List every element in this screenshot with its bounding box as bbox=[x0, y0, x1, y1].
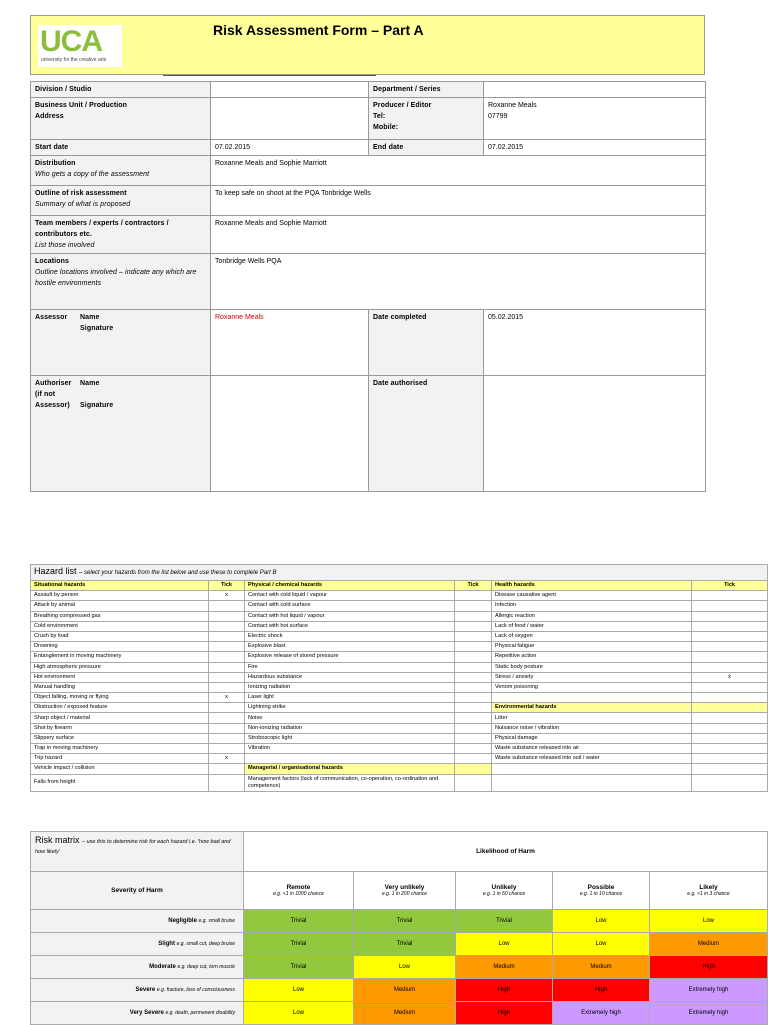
severity-1 bbox=[31, 933, 244, 956]
risk-cell: Extremely high bbox=[650, 1002, 768, 1025]
risk-cell: Trivial bbox=[354, 933, 456, 956]
likelihood-header: Likelihood of Harm bbox=[244, 832, 768, 872]
outline-cell bbox=[31, 186, 211, 216]
physical-hazard: Contact with hot surface bbox=[245, 621, 455, 631]
severity-name: Severe bbox=[135, 987, 156, 993]
health-tick[interactable] bbox=[692, 601, 768, 611]
situational-tick[interactable] bbox=[209, 642, 245, 652]
risk-cell: Trivial bbox=[244, 956, 354, 979]
business-unit-value[interactable] bbox=[211, 98, 369, 140]
situational-hazard: Breathing compressed gas bbox=[31, 611, 209, 621]
situational-tick[interactable] bbox=[209, 652, 245, 662]
physical-tick[interactable] bbox=[455, 672, 492, 682]
situational-tick[interactable] bbox=[209, 733, 245, 743]
risk-cell: Low bbox=[553, 910, 650, 933]
health-tick-empty[interactable] bbox=[692, 693, 768, 703]
health-hazard: Allergic reaction bbox=[492, 611, 692, 621]
division-label: Division / Studio bbox=[31, 82, 211, 98]
physical-tick-empty[interactable] bbox=[455, 754, 492, 764]
tel-label: Tel: bbox=[373, 113, 386, 120]
uca-logo bbox=[38, 25, 122, 67]
mobile-label: Mobile: bbox=[373, 124, 399, 131]
health-tick[interactable] bbox=[692, 591, 768, 601]
situational-tick[interactable] bbox=[209, 744, 245, 754]
situational-hazard: Cold environment bbox=[31, 621, 209, 631]
likelihood-2 bbox=[456, 872, 553, 910]
physical-hazard: Explosive blast bbox=[245, 642, 455, 652]
physical-tick[interactable] bbox=[455, 682, 492, 692]
situational-hazard: Sharp object / material bbox=[31, 713, 209, 723]
physical-tick[interactable] bbox=[455, 631, 492, 641]
producer-cell bbox=[369, 98, 484, 140]
risk-cell: Trivial bbox=[244, 933, 354, 956]
end-date-value[interactable]: 07.02.2015 bbox=[484, 140, 706, 156]
physical-hazard: Ionizing radiation bbox=[245, 682, 455, 692]
risk-cell: Medium bbox=[456, 956, 553, 979]
situational-tick[interactable] bbox=[209, 611, 245, 621]
address-label: Address bbox=[35, 113, 64, 120]
health-header: Health hazards bbox=[492, 581, 692, 591]
authoriser-cell bbox=[31, 376, 211, 492]
risk-cell: Low bbox=[244, 1002, 354, 1025]
likelihood-name: Likely bbox=[699, 884, 718, 891]
severity-3 bbox=[31, 979, 244, 1002]
likelihood-1 bbox=[354, 872, 456, 910]
severity-2 bbox=[31, 956, 244, 979]
health-hazard: Static body posture bbox=[492, 662, 692, 672]
health-hazard: Stress / anxiety bbox=[492, 672, 692, 682]
distribution-value[interactable]: Roxanne Meals and Sophie Marriott bbox=[211, 156, 706, 186]
physical-tick[interactable] bbox=[455, 744, 492, 754]
division-value[interactable] bbox=[211, 82, 369, 98]
situational-hazard: Attack by animal bbox=[31, 601, 209, 611]
physical-tick[interactable] bbox=[455, 662, 492, 672]
likelihood-example: e.g. 1 in 50 chance bbox=[482, 891, 526, 897]
outline-value[interactable]: To keep safe on shoot at the PQA Tonbridge Wells bbox=[211, 186, 706, 216]
health-hazard: Physical fatigue bbox=[492, 642, 692, 652]
authoriser-signature-label: Signature bbox=[80, 402, 114, 409]
physical-hazard: Contact with hot liquid / vapour bbox=[245, 611, 455, 621]
department-value[interactable] bbox=[484, 82, 706, 98]
physical-hazard: Lightning strike bbox=[245, 703, 455, 713]
managerial-header: Managerial / organisational hazards bbox=[245, 764, 455, 774]
environmental-tick[interactable] bbox=[692, 754, 768, 764]
physical-hazard: Hazardous substance bbox=[245, 672, 455, 682]
situational-hazard: Entanglement in moving machinery bbox=[31, 652, 209, 662]
situational-tick[interactable] bbox=[209, 713, 245, 723]
hazard-list-title: Hazard list bbox=[34, 566, 77, 576]
hazard-list-table bbox=[30, 564, 768, 792]
logo-text: UCA bbox=[40, 25, 102, 58]
environmental-tick[interactable] bbox=[692, 713, 768, 723]
date-authorised-value[interactable] bbox=[484, 376, 706, 492]
physical-tick[interactable] bbox=[455, 733, 492, 743]
date-authorised-label: Date authorised bbox=[369, 376, 484, 492]
physical-tick[interactable] bbox=[455, 611, 492, 621]
severity-name: Slight bbox=[158, 941, 175, 947]
situational-hazard: Drowning bbox=[31, 642, 209, 652]
situational-tick[interactable] bbox=[209, 621, 245, 631]
severity-example: e.g. fracture, loss of consciousness bbox=[156, 987, 235, 993]
situational-hazard: Shot by firearm bbox=[31, 723, 209, 733]
date-completed-label: Date completed bbox=[369, 310, 484, 376]
start-date-value[interactable]: 07.02.2015 bbox=[211, 140, 369, 156]
health-tick[interactable] bbox=[692, 662, 768, 672]
distribution-hint: Who gets a copy of the assessment bbox=[35, 171, 150, 178]
physical-empty bbox=[245, 754, 455, 764]
situational-tick[interactable] bbox=[209, 631, 245, 641]
health-tick[interactable] bbox=[692, 611, 768, 621]
health-tick[interactable] bbox=[692, 621, 768, 631]
severity-header: Severity of Harm bbox=[31, 872, 244, 910]
authoriser-name-label: Name bbox=[80, 380, 100, 387]
authoriser-value[interactable] bbox=[211, 376, 369, 492]
environmental-header-tick bbox=[692, 703, 768, 713]
risk-cell: High bbox=[456, 1002, 553, 1025]
assessor-value[interactable] bbox=[211, 310, 369, 376]
risk-cell: High bbox=[553, 979, 650, 1002]
likelihood-name: Very unlikely bbox=[384, 884, 425, 891]
risk-cell: Medium bbox=[553, 956, 650, 979]
situational-tick[interactable] bbox=[209, 764, 245, 774]
severity-name: Moderate bbox=[149, 964, 176, 970]
authoriser-label: Authoriser bbox=[35, 380, 72, 387]
environmental-tick-empty[interactable] bbox=[692, 764, 768, 774]
severity-example: e.g. deep cut, torn muscle bbox=[177, 964, 235, 970]
situational-tick[interactable]: x bbox=[209, 754, 245, 764]
distribution-label: Distribution bbox=[35, 160, 76, 167]
risk-matrix-table bbox=[30, 831, 768, 1025]
physical-hazard: Contact with cold liquid / vapour bbox=[245, 591, 455, 601]
risk-cell: Trivial bbox=[244, 910, 354, 933]
situational-hazard: Manual handling bbox=[31, 682, 209, 692]
tick-header-2: Tick bbox=[455, 581, 492, 591]
situational-hazard: Trip hazard bbox=[31, 754, 209, 764]
environmental-hazard: Waste substance released into air bbox=[492, 744, 692, 754]
health-tick[interactable] bbox=[692, 631, 768, 641]
situational-hazard: Obstruction / exposed feature bbox=[31, 703, 209, 713]
assessor-cell bbox=[31, 310, 211, 376]
situational-hazard: Hot environment bbox=[31, 672, 209, 682]
situational-hazard: Slippery surface bbox=[31, 733, 209, 743]
team-label: Team members / experts / contractors / contributors etc. bbox=[35, 220, 169, 238]
situational-tick[interactable] bbox=[209, 682, 245, 692]
physical-hazard: Non-ionizing radiation bbox=[245, 723, 455, 733]
health-tick[interactable]: x bbox=[692, 672, 768, 682]
hazard-list-subtitle: – select your hazards from the list below and use these to complete Part B bbox=[79, 570, 277, 576]
outline-hint: Summary of what is proposed bbox=[35, 201, 131, 208]
business-unit-label: Business Unit / Production bbox=[35, 102, 128, 109]
locations-label: Locations bbox=[35, 258, 69, 265]
risk-matrix-title: Risk matrix bbox=[35, 835, 80, 845]
situational-tick[interactable] bbox=[209, 703, 245, 713]
environmental-empty bbox=[492, 774, 692, 791]
assessor-label: Assessor bbox=[35, 314, 68, 321]
final-assessor-label: (if not Assessor) bbox=[35, 391, 70, 409]
severity-example: e.g. small bruise bbox=[198, 918, 235, 924]
department-label: Department / Series bbox=[369, 82, 484, 98]
physical-tick[interactable] bbox=[455, 723, 492, 733]
page-title: Risk Assessment Form – Part A bbox=[213, 22, 424, 38]
health-tick[interactable] bbox=[692, 652, 768, 662]
situational-tick[interactable] bbox=[209, 723, 245, 733]
severity-example: e.g. small cut, deep bruise bbox=[176, 941, 235, 947]
environmental-hazard: Physical damage bbox=[492, 733, 692, 743]
risk-cell: High bbox=[650, 956, 768, 979]
likelihood-4 bbox=[650, 872, 768, 910]
physical-tick[interactable] bbox=[455, 693, 492, 703]
tel-value: 07799 bbox=[488, 113, 508, 120]
hazard-list-title-cell bbox=[31, 565, 768, 581]
likelihood-example: e.g. 1 in 10 chance bbox=[579, 891, 623, 897]
situational-hazard: Crush by load bbox=[31, 631, 209, 641]
situational-tick[interactable]: x bbox=[209, 693, 245, 703]
situational-tick[interactable] bbox=[209, 662, 245, 672]
situational-hazard: Assault by person bbox=[31, 591, 209, 601]
environmental-tick[interactable] bbox=[692, 733, 768, 743]
physical-hazard: Explosive release of stored pressure bbox=[245, 652, 455, 662]
assessor-name-value: Roxanne Meals bbox=[215, 314, 264, 321]
health-hazard: Lack of oxygen bbox=[492, 631, 692, 641]
health-tick[interactable] bbox=[692, 682, 768, 692]
start-date-label: Start date bbox=[31, 140, 211, 156]
severity-example: e.g. death, permanent disability bbox=[165, 1010, 235, 1016]
outline-label: Outline of risk assessment bbox=[35, 190, 127, 197]
likelihood-example: e.g. 1 in 200 chance bbox=[381, 891, 428, 897]
business-unit-cell bbox=[31, 98, 211, 140]
situational-hazard: High atmospheric pressure bbox=[31, 662, 209, 672]
locations-hint: Outline locations involved – indicate any which are hostile environments bbox=[35, 269, 197, 287]
health-hazard: Repetitive action bbox=[492, 652, 692, 662]
physical-hazard: Vibration bbox=[245, 744, 455, 754]
risk-cell: Medium bbox=[354, 979, 456, 1002]
physical-tick[interactable] bbox=[455, 601, 492, 611]
distribution-cell bbox=[31, 156, 211, 186]
health-empty bbox=[492, 693, 692, 703]
likelihood-name: Possible bbox=[587, 884, 615, 891]
managerial-hazard: Management factors (lack of communication, co-operation, co-ordination and competence) bbox=[245, 774, 455, 791]
environmental-tick[interactable] bbox=[692, 723, 768, 733]
risk-cell: Extremely high bbox=[650, 979, 768, 1002]
managerial-header-tick bbox=[455, 764, 492, 774]
risk-cell: Trivial bbox=[354, 910, 456, 933]
environmental-empty bbox=[492, 764, 692, 774]
tick-header-1: Tick bbox=[209, 581, 245, 591]
date-completed-value[interactable]: 05.02.2015 bbox=[484, 310, 706, 376]
environmental-hazard: Litter bbox=[492, 713, 692, 723]
assessor-name-label: Name bbox=[80, 314, 100, 321]
situational-hazard: Trap in moving machinery bbox=[31, 744, 209, 754]
health-hazard: Infection bbox=[492, 601, 692, 611]
title-underline bbox=[163, 75, 376, 76]
health-hazard: Disease causative agent bbox=[492, 591, 692, 601]
physical-tick[interactable] bbox=[455, 591, 492, 601]
managerial-tick[interactable] bbox=[455, 774, 492, 791]
team-hint: List those involved bbox=[35, 242, 95, 249]
risk-cell: Low bbox=[456, 933, 553, 956]
risk-cell: Low bbox=[553, 933, 650, 956]
locations-cell bbox=[31, 254, 211, 310]
end-date-label: End date bbox=[369, 140, 484, 156]
environmental-header: Environmental hazards bbox=[492, 703, 692, 713]
severity-4 bbox=[31, 1002, 244, 1025]
risk-cell: Medium bbox=[650, 933, 768, 956]
environmental-tick[interactable] bbox=[692, 744, 768, 754]
physical-header: Physical / chemical hazards bbox=[245, 581, 455, 591]
likelihood-name: Unlikely bbox=[491, 884, 517, 891]
assessor-signature-label: Signature bbox=[80, 325, 114, 332]
environmental-hazard: Nuisance noise / vibration bbox=[492, 723, 692, 733]
risk-cell: Trivial bbox=[456, 910, 553, 933]
risk-cell: High bbox=[456, 979, 553, 1002]
environmental-hazard: Waste substance released into soil / water bbox=[492, 754, 692, 764]
physical-tick[interactable] bbox=[455, 703, 492, 713]
situational-tick[interactable] bbox=[209, 774, 245, 791]
situational-tick[interactable] bbox=[209, 601, 245, 611]
team-value[interactable]: Roxanne Meals and Sophie Marriott bbox=[211, 216, 706, 254]
risk-cell: Low bbox=[650, 910, 768, 933]
producer-label: Producer / Editor bbox=[373, 102, 432, 109]
physical-hazard: Contact with cold surface bbox=[245, 601, 455, 611]
physical-hazard: Electric shock bbox=[245, 631, 455, 641]
situational-header: Situational hazards bbox=[31, 581, 209, 591]
assessment-form-table bbox=[30, 81, 706, 492]
risk-cell: Low bbox=[244, 979, 354, 1002]
locations-value[interactable]: Tonbridge Wells PQA bbox=[211, 254, 706, 310]
health-tick[interactable] bbox=[692, 642, 768, 652]
severity-0 bbox=[31, 910, 244, 933]
situational-hazard: Vehicle impact / collision bbox=[31, 764, 209, 774]
health-hazard: Lack of food / water bbox=[492, 621, 692, 631]
likelihood-name: Remote bbox=[286, 884, 311, 891]
physical-tick[interactable] bbox=[455, 652, 492, 662]
tick-header-3: Tick bbox=[692, 581, 768, 591]
likelihood-3 bbox=[553, 872, 650, 910]
producer-value-cell[interactable] bbox=[484, 98, 706, 140]
likelihood-example: e.g. <1 in 1000 chance bbox=[273, 891, 324, 897]
health-hazard: Venom poisoning bbox=[492, 682, 692, 692]
environmental-tick-empty[interactable] bbox=[692, 774, 768, 791]
risk-cell: Extremely high bbox=[553, 1002, 650, 1025]
team-cell bbox=[31, 216, 211, 254]
likelihood-example: e.g. >1 in 3 chance bbox=[687, 891, 730, 897]
risk-matrix-subtitle: – use this to determine risk for each hazard i.e. 'how bad and how likely' bbox=[35, 839, 231, 855]
severity-name: Negligible bbox=[168, 918, 197, 924]
physical-hazard: Fire bbox=[245, 662, 455, 672]
situational-hazard: Falls from height bbox=[31, 774, 209, 791]
risk-cell: Low bbox=[354, 956, 456, 979]
situational-tick[interactable] bbox=[209, 672, 245, 682]
physical-tick[interactable] bbox=[455, 642, 492, 652]
risk-cell: Medium bbox=[354, 1002, 456, 1025]
situational-hazard: Object falling, moving or flying bbox=[31, 693, 209, 703]
physical-tick[interactable] bbox=[455, 621, 492, 631]
severity-name: Very Severe bbox=[129, 1010, 164, 1016]
risk-matrix-title-cell bbox=[31, 832, 244, 872]
physical-tick[interactable] bbox=[455, 713, 492, 723]
physical-hazard: Laser light bbox=[245, 693, 455, 703]
physical-hazard: Noise bbox=[245, 713, 455, 723]
physical-hazard: Stroboscopic light bbox=[245, 733, 455, 743]
producer-value: Roxanne Meals bbox=[488, 102, 537, 109]
situational-tick[interactable]: x bbox=[209, 591, 245, 601]
likelihood-0 bbox=[244, 872, 354, 910]
logo-tagline: university for the creative arts bbox=[41, 57, 107, 63]
